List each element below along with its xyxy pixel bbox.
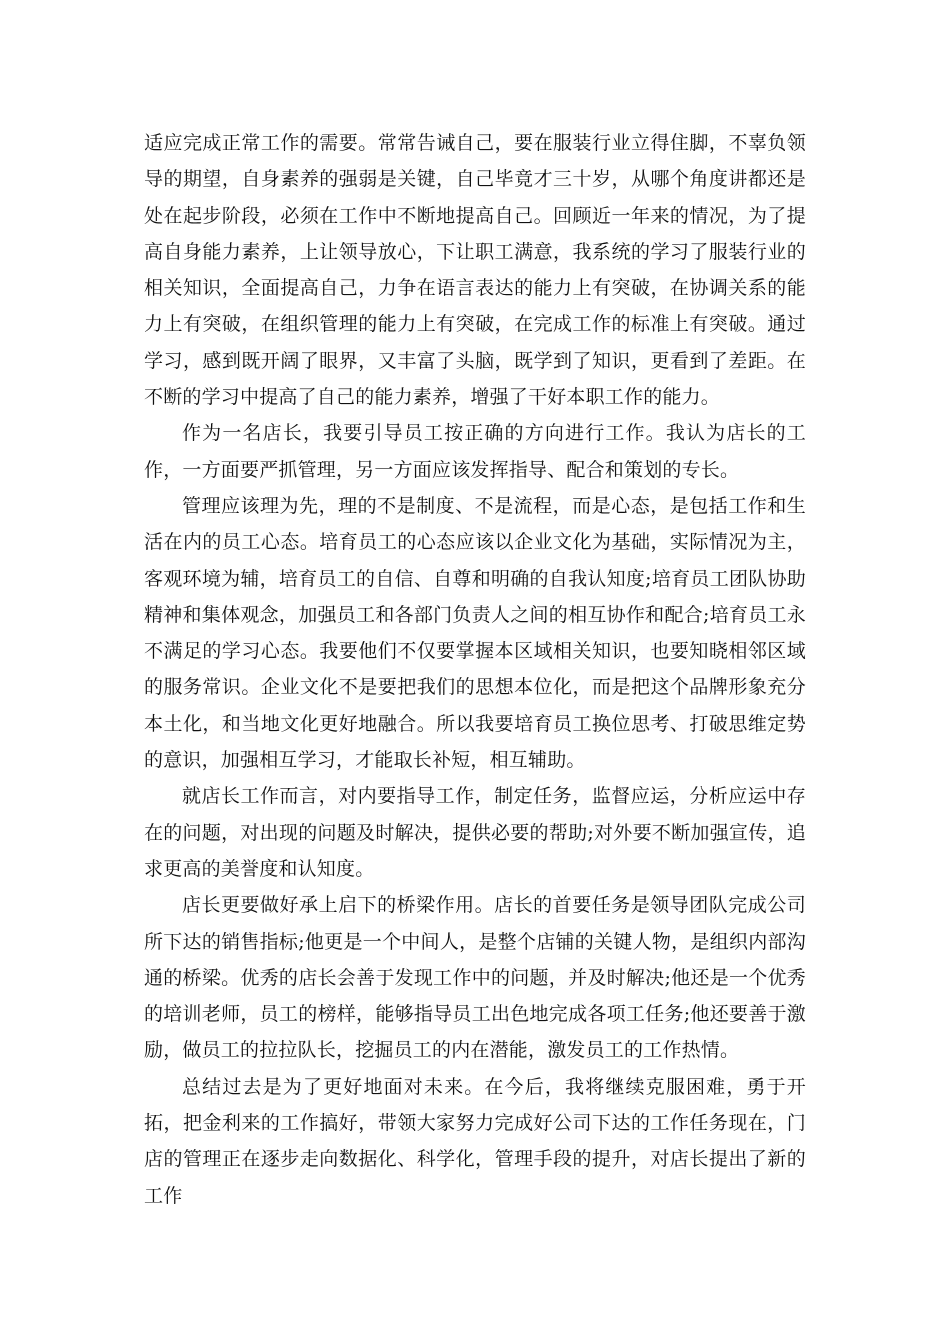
document-body [144, 125, 806, 1214]
paragraph-bridge-role: 店长更要做好承上启下的桥梁作用。店长的首要任务是领导团队完成公司所下达的销售指标;他更是一个中间人，是整个店铺的关键人物，是组织内部沟通的桥梁。优秀的店长会善于发现工作中的问题，并及时解决;他还是一个优秀的培训老师，员工的榜样，能够指导员工出色地完成各项工任务;他还要善于激励，做员工的拉拉队长，挖掘员工的内在潜能，激发员工的工作热情。 [144, 894, 806, 1062]
paragraph-future-outlook: 总结过去是为了更好地面对未来。在今后，我将继续克服困难，勇于开拓，把金利来的工作搞好，带领大家努力完成好公司下达的工作任务现在，门店的管理正在逐步走向数据化、科学化，管理手段的提升，对店长提出了新的工作 [144, 1075, 806, 1207]
paragraph-internal-external-work: 就店长工作而言，对内要指导工作，制定任务，监督应运，分析应运中存在的问题，对出现的问题及时解决，提供必要的帮助;对外要不断加强宣传，追求更高的美誉度和认知度。 [144, 785, 806, 880]
paragraph-management-mindset: 管理应该理为先，理的不是制度、不是流程，而是心态，是包括工作和生活在内的员工心态。培育员工的心态应该以企业文化为基础，实际情况为主，客观环境为辅，培育员工的自信、自尊和明确的自我认知度;培育员工团队协助精神和集体观念，加强员工和各部门负责人之间的相互协作和配合;培育员工永不满足的学习心态。我要他们不仅要掌握本区域相关知识，也要知晓相邻区域的服务常识。企业文化不是要把我们的思想本位化，而是把这个品牌形象充分本土化，和当地文化更好地融合。所以我要培育员工换位思考、打破思维定势的意识，加强相互学习，才能取长补短，相互辅助。 [144, 494, 806, 772]
paragraph-store-manager-role: 作为一名店长，我要引导员工按正确的方向进行工作。我认为店长的工作，一方面要严抓管理，另一方面应该发挥指导、配合和策划的专长。 [144, 422, 806, 481]
paragraph-continuation: 适应完成正常工作的需要。常常告诫自己，要在服装行业立得住脚，不辜负领导的期望，自身素养的强弱是关键，自己毕竟才三十岁，从哪个角度讲都还是处在起步阶段，必须在工作中不断地提高自己。回顾近一年来的情况，为了提高自身能力素养，上让领导放心，下让职工满意，我系统的学习了服装行业的相关知识，全面提高自己，力争在语言表达的能力上有突破，在协调关系的能力上有突破，在组织管理的能力上有突破，在完成工作的标准上有突破。通过学习，感到既开阔了眼界，又丰富了头脑，既学到了知识，更看到了差距。在不断的学习中提高了自己的能力素养，增强了干好本职工作的能力。 [144, 132, 806, 409]
